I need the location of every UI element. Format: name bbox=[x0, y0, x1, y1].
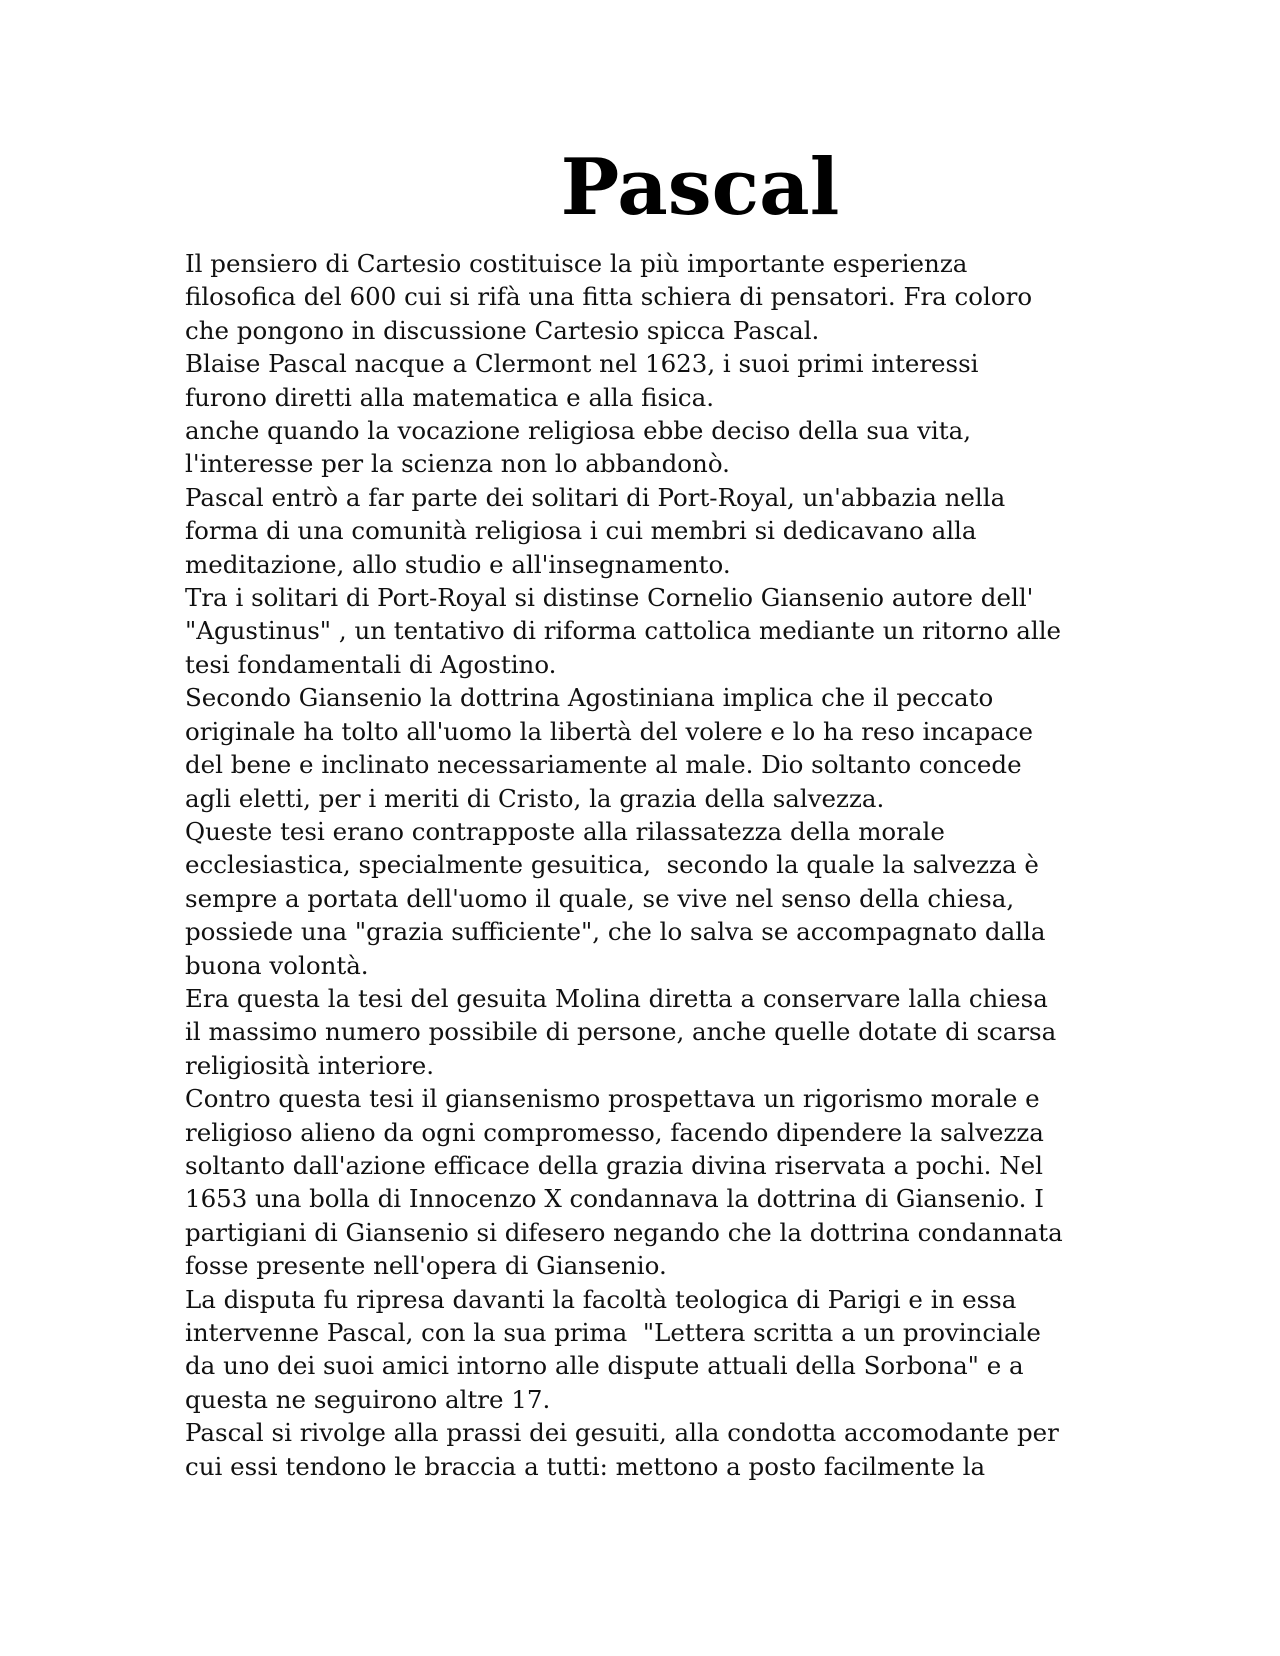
text-line: anche quando la vocazione religiosa ebbe deciso della sua vita, bbox=[185, 416, 971, 446]
text-line: questa ne seguirono altre 17. bbox=[185, 1384, 551, 1414]
text-line: da uno dei suoi amici intorno alle dispute attuali della Sorbona" e a bbox=[185, 1351, 1024, 1381]
text-line: il massimo numero possibile di persone, anche quelle dotate di scarsa bbox=[185, 1017, 1057, 1047]
text-line: Pascal si rivolge alla prassi dei gesuiti, alla condotta accomodante per bbox=[185, 1418, 1059, 1448]
text-line: intervenne Pascal, con la sua prima "Lettera scritta a un provinciale bbox=[185, 1318, 1041, 1347]
text-line: religiosità interiore. bbox=[185, 1050, 435, 1080]
text-line: Pascal entrò a far parte dei solitari di Port-Royal, un'abbazia nella bbox=[185, 482, 1006, 512]
text-line: Era questa la tesi del gesuita Molina diretta a conservare lalla chiesa bbox=[185, 983, 1048, 1013]
text-line: che pongono in discussione Cartesio spicca Pascal. bbox=[185, 315, 820, 345]
text-line: agli eletti, per i meriti di Cristo, la grazia della salvezza. bbox=[185, 783, 885, 813]
text-line: 1653 una bolla di Innocenzo X condannava la dottrina di Giansenio. I bbox=[185, 1184, 1044, 1214]
text-line: l'interesse per la scienza non lo abbandonò. bbox=[185, 449, 730, 479]
text-line: possiede una "grazia sufficiente", che lo salva se accompagnato dalla bbox=[185, 917, 1046, 947]
body-text bbox=[185, 247, 1105, 1483]
text-line: La disputa fu ripresa davanti la facoltà teologica di Parigi e in essa bbox=[185, 1284, 1017, 1314]
text-line: Blaise Pascal nacque a Clermont nel 1623, i suoi primi interessi bbox=[185, 349, 979, 379]
text-line: religioso alieno da ogni compromesso, facendo dipendere la salvezza bbox=[185, 1117, 1044, 1147]
page-title: Pascal bbox=[560, 142, 840, 233]
text-line: ecclesiastica, specialmente gesuitica, secondo la quale la salvezza è bbox=[185, 850, 1039, 880]
text-line: Tra i solitari di Port-Royal si distinse Cornelio Giansenio autore dell' bbox=[185, 583, 1034, 613]
text-line: sempre a portata dell'uomo il quale, se vive nel senso della chiesa, bbox=[185, 883, 1015, 913]
text-line: Il pensiero di Cartesio costituisce la più importante esperienza bbox=[185, 249, 968, 278]
text-line: cui essi tendono le braccia a tutti: mettono a posto facilmente la bbox=[185, 1451, 986, 1481]
text-line: originale ha tolto all'uomo la libertà del volere e lo ha reso incapace bbox=[185, 716, 1034, 746]
text-line: partigiani di Giansenio si difesero negando che la dottrina condannata bbox=[185, 1217, 1063, 1247]
text-line: fosse presente nell'opera di Giansenio. bbox=[185, 1251, 667, 1281]
text-line: Contro questa tesi il giansenismo prospettava un rigorismo morale e bbox=[185, 1084, 1040, 1114]
text-line: Secondo Giansenio la dottrina Agostiniana implica che il peccato bbox=[185, 683, 994, 713]
text-line: Queste tesi erano contrapposte alla rilassatezza della morale bbox=[185, 816, 945, 846]
text-line: forma di una comunità religiosa i cui membri si dedicavano alla bbox=[185, 516, 977, 546]
text-line: buona volontà. bbox=[185, 950, 369, 980]
text-line: filosofica del 600 cui si rifà una fitta schiera di pensatori. Fra coloro bbox=[185, 282, 1033, 312]
text-line: "Agustinus" , un tentativo di riforma cattolica mediante un ritorno alle bbox=[185, 616, 1062, 646]
text-line: del bene e inclinato necessariamente al male. Dio soltanto concede bbox=[185, 750, 1022, 780]
text-line: furono diretti alla matematica e alla fisica. bbox=[185, 382, 714, 412]
text-line: tesi fondamentali di Agostino. bbox=[185, 649, 557, 679]
text-line: soltanto dall'azione efficace della grazia divina riservata a pochi. Nel bbox=[185, 1150, 1044, 1180]
text-line: meditazione, allo studio e all'insegnamento. bbox=[185, 549, 731, 579]
